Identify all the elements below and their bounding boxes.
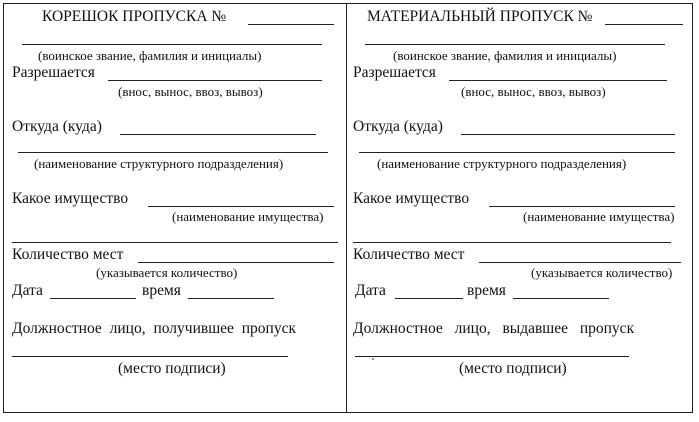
pass-date-line[interactable] bbox=[395, 298, 463, 299]
pass-rank-caption: (воинское звание, фамилия и инициалы) bbox=[393, 48, 617, 63]
pass-date-label: Дата bbox=[355, 282, 386, 299]
stub-title: КОРЕШОК ПРОПУСКА № bbox=[42, 8, 227, 25]
pass-from-line[interactable] bbox=[461, 134, 675, 135]
stub-allowed-label: Разрешается bbox=[12, 64, 95, 81]
pass-from-label: Откуда (куда) bbox=[353, 118, 443, 135]
stub-rank-name-line[interactable] bbox=[22, 44, 322, 45]
stub-division-caption: (наименование структурного подразделения) bbox=[34, 156, 284, 171]
stub-time-line[interactable] bbox=[188, 298, 274, 299]
pass-signature-caption: (место подписи) bbox=[459, 360, 567, 377]
stub-property-caption: (наименование имущества) bbox=[172, 209, 324, 224]
pass-division-line[interactable] bbox=[359, 152, 675, 153]
stub-property-label: Какое имущество bbox=[12, 190, 129, 207]
pass-signature-line[interactable] bbox=[355, 356, 629, 357]
stub-allowed-caption: (внос, вынос, ввоз, вывоз) bbox=[118, 84, 263, 99]
pass-count-line[interactable] bbox=[479, 262, 681, 263]
pass-allowed-line[interactable] bbox=[449, 80, 667, 81]
stub-from-label: Откуда (куда) bbox=[12, 118, 102, 135]
material-pass bbox=[347, 0, 699, 422]
pass-property-caption: (наименование имущества) bbox=[523, 209, 675, 224]
stub-division-line[interactable] bbox=[18, 152, 328, 153]
stub-property-line[interactable] bbox=[148, 206, 334, 207]
stub-official-label: Должностное лицо, получившее пропуск bbox=[12, 320, 297, 337]
stub-signature-line[interactable] bbox=[12, 356, 288, 357]
scan-speck bbox=[372, 358, 374, 360]
pass-property-label: Какое имущество bbox=[353, 190, 470, 207]
pass-count-caption: (указывается количество) bbox=[531, 265, 673, 280]
pass-time-line[interactable] bbox=[513, 298, 609, 299]
pass-rank-name-line[interactable] bbox=[365, 44, 665, 45]
pass-property-line-2[interactable] bbox=[353, 242, 671, 243]
stub-count-label: Количество мест bbox=[12, 246, 124, 263]
stub-number-line[interactable] bbox=[248, 24, 334, 25]
pass-official-label: Должностное лицо, выдавшее пропуск bbox=[353, 320, 635, 337]
stub-date-label: Дата bbox=[12, 282, 43, 299]
stub-time-label: время bbox=[142, 282, 181, 299]
stub-rank-caption: (воинское звание, фамилия и инициалы) bbox=[38, 48, 262, 63]
pass-title: МАТЕРИАЛЬНЫЙ ПРОПУСК № bbox=[367, 8, 593, 25]
pass-allowed-caption: (внос, вынос, ввоз, вывоз) bbox=[461, 84, 606, 99]
pass-stub bbox=[0, 0, 346, 422]
pass-division-caption: (наименование структурного подразделения) bbox=[377, 156, 627, 171]
stub-property-line-2[interactable] bbox=[12, 242, 338, 243]
pass-count-label: Количество мест bbox=[353, 246, 465, 263]
stub-count-caption: (указывается количество) bbox=[96, 265, 238, 280]
stub-count-line[interactable] bbox=[138, 262, 334, 263]
stub-signature-caption: (место подписи) bbox=[118, 360, 226, 377]
pass-time-label: время bbox=[467, 282, 506, 299]
stub-allowed-line[interactable] bbox=[108, 80, 322, 81]
pass-number-line[interactable] bbox=[605, 24, 683, 25]
stub-date-line[interactable] bbox=[50, 298, 136, 299]
stub-from-line[interactable] bbox=[120, 134, 316, 135]
pass-allowed-label: Разрешается bbox=[353, 64, 436, 81]
pass-property-line[interactable] bbox=[489, 206, 675, 207]
